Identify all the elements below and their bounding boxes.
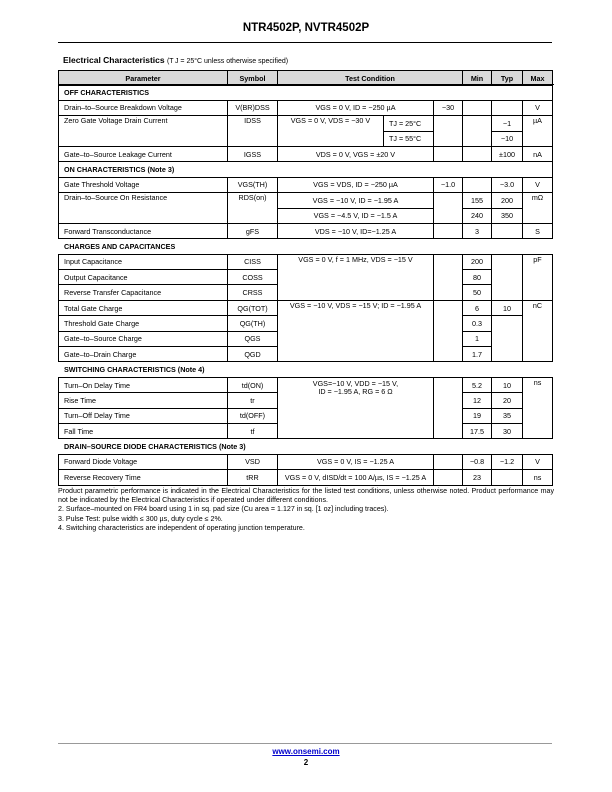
typ-cell: 50 [463,285,492,300]
typ-cell: −0.8 [463,454,492,469]
min-cell [434,454,463,469]
symbol-cell: tr [228,393,278,408]
typ-cell: 240 [463,208,492,223]
param-cell: Threshold Gate Charge [59,316,228,331]
condition-cell: VGS = −4.5 V, ID = −1.5 A [278,208,434,223]
min-cell [434,223,463,238]
table-row [59,146,553,161]
typ-cell [463,100,492,115]
typ-cell: 17.5 [463,423,492,438]
typ-cell: 5.2 [463,377,492,392]
param-cell: Reverse Transfer Capacitance [59,285,228,300]
max-cell [492,316,523,362]
category-label: CHARGES AND CAPACITANCES [59,239,553,254]
table-row [59,300,553,315]
symbol-cell: td(OFF) [228,408,278,423]
unit-cell: nC [523,300,553,362]
typ-cell: 80 [463,270,492,285]
footnote-intro: Product parametric performance is indicated in the Electrical Characteristics for the listed test conditions, unless otherwise noted. Product performance may not be indicated by the Electrical Characteristics if operated under different conditions. [58,487,554,505]
typ-cell: 6 [463,300,492,315]
min-cell [434,116,463,147]
min-cell: −1.0 [434,177,463,192]
symbol-cell: V(BR)DSS [228,100,278,115]
symbol-cell: QGD [228,347,278,362]
param-cell: Zero Gate Voltage Drain Current [59,116,228,147]
condition-cell: VGS = −10 V, ID = −1.95 A [278,193,434,208]
symbol-cell: COSS [228,270,278,285]
typ-cell [463,146,492,161]
symbol-cell: VSD [228,454,278,469]
condition-cell [278,377,434,439]
param-cell: Turn–On Delay Time [59,377,228,392]
min-cell: −30 [434,100,463,115]
column-header: Max [523,71,553,86]
unit-cell: nA [523,146,553,161]
symbol-cell: IGSS [228,146,278,161]
condition-cell: VGS = 0 V, VDS = −30 V [278,116,384,147]
category-label: SWITCHING CHARACTERISTICS (Note 4) [59,362,553,377]
max-cell: 10 [492,300,523,315]
min-cell [434,193,463,224]
max-cell: 20 [492,393,523,408]
symbol-cell: gFS [228,223,278,238]
max-cell: −3.0 [492,177,523,192]
param-cell: Input Capacitance [59,254,228,269]
unit-cell: ns [523,470,553,485]
condition-cell: TJ = 25°C [384,116,434,131]
characteristics-body [58,84,553,485]
max-cell [492,223,523,238]
page-title: NTR4502P, NVTR4502P [242,22,370,34]
symbol-cell: tf [228,423,278,438]
category-label: DRAIN–SOURCE DIODE CHARACTERISTICS (Note 3) [59,439,553,454]
category-row [59,162,553,177]
max-cell: −10 [492,131,523,146]
typ-cell: 200 [463,254,492,269]
param-cell: Gate–to–Drain Charge [59,347,228,362]
param-cell: Gate–to–Source Leakage Current [59,146,228,161]
typ-cell: 23 [463,470,492,485]
symbol-cell: VGS(TH) [228,177,278,192]
condition-cell: VGS = 0 V, ID = −250 µA [278,100,434,115]
condition-cell: VGS = 0 V, IS = −1.25 A [278,454,434,469]
symbol-cell: CISS [228,254,278,269]
table-row [59,177,553,192]
header-divider [58,42,552,43]
min-cell [434,377,463,439]
section-title [63,55,288,65]
page-number: 2 [303,758,309,767]
param-cell: Gate Threshold Voltage [59,177,228,192]
table-row [59,254,553,269]
condition-cell: VGS = VDS, ID = −250 µA [278,177,434,192]
typ-cell: 0.3 [463,316,492,331]
unit-cell: V [523,100,553,115]
min-cell [434,470,463,485]
condition-cell: VGS = 0 V, f = 1 MHz, VDS = −15 V [278,254,434,300]
max-cell [492,100,523,115]
typ-cell [463,177,492,192]
param-cell: Turn–Off Delay Time [59,408,228,423]
column-header: Min [463,71,492,86]
param-cell: Total Gate Charge [59,300,228,315]
footnote-4: 4. Switching characteristics are independent of operating junction temperature. [58,523,305,532]
param-cell: Forward Transconductance [59,223,228,238]
max-cell [492,470,523,485]
unit-cell: S [523,223,553,238]
unit-cell: pF [523,254,553,300]
symbol-cell: QG(TH) [228,316,278,331]
column-header: Test Condition [278,71,463,86]
category-row [59,85,553,100]
max-cell: 200 [492,193,523,208]
symbol-cell: td(ON) [228,377,278,392]
max-cell [492,254,523,300]
min-cell [434,254,463,300]
column-header: Symbol [228,71,278,86]
section-condition: (T J = 25°C unless otherwise specified) [166,58,289,65]
param-cell: Reverse Recovery Time [59,470,228,485]
unit-cell: ns [523,377,553,439]
max-cell: 350 [492,208,523,223]
typ-cell: 1.7 [463,347,492,362]
symbol-cell: tRR [228,470,278,485]
unit-cell: V [523,454,553,469]
condition-line: ID = −1.95 A, RG = 6 Ω [318,387,393,397]
category-row [59,439,553,454]
max-cell: −1 [492,116,523,131]
typ-cell: 1 [463,331,492,346]
table-row [59,454,553,469]
category-row [59,362,553,377]
condition-cell: VGS = −10 V, VDS = −15 V; ID = −1.95 A [278,300,434,362]
symbol-cell: QG(TOT) [228,300,278,315]
condition-cell: VGS = 0 V, dISD/dt = 100 A/µs, IS = −1.25 A [278,470,434,485]
min-cell [434,300,463,362]
website-link[interactable]: www.onsemi.com [272,747,340,756]
param-cell: Rise Time [59,393,228,408]
condition-cell: VDS = −10 V, ID=−1.25 A [278,223,434,238]
param-cell: Gate–to–Source Charge [59,331,228,346]
column-header: Parameter [59,71,228,86]
condition-cell: TJ = 55°C [384,131,434,146]
footer-divider [58,743,552,744]
param-cell: Drain–to–Source On Resistance [59,193,228,224]
symbol-cell: IDSS [228,116,278,147]
param-cell: Forward Diode Voltage [59,454,228,469]
max-cell: −1.2 [492,454,523,469]
unit-cell: µA [523,116,553,147]
param-cell: Drain–to–Source Breakdown Voltage [59,100,228,115]
unit-cell: V [523,177,553,192]
typ-cell [463,116,492,147]
param-cell: Output Capacitance [59,270,228,285]
unit-cell: mΩ [523,193,553,224]
max-cell: 30 [492,423,523,438]
typ-cell: 12 [463,393,492,408]
category-label: ON CHARACTERISTICS (Note 3) [59,162,553,177]
table-row [59,470,553,485]
condition-cell: VDS = 0 V, VGS = ±20 V [278,146,434,161]
column-header: Typ [492,71,523,86]
category-label: OFF CHARACTERISTICS [59,85,553,100]
footnote-2: 2. Surface–mounted on FR4 board using 1 in sq. pad size (Cu area = 1.127 in sq. [1 oz] including traces). [58,505,389,514]
footnote-3: 3. Pulse Test: pulse width ≤ 300 µs, duty cycle ≤ 2%. [58,514,223,523]
condition-line: VGS=−10 V, VDD = −15 V, [312,378,399,388]
param-cell: Fall Time [59,423,228,438]
max-cell: 35 [492,408,523,423]
table-row [59,223,553,238]
max-cell: ±100 [492,146,523,161]
table-row [59,193,553,208]
typ-cell: 19 [463,408,492,423]
typ-cell: 3 [463,223,492,238]
min-cell [434,146,463,161]
max-cell: 10 [492,377,523,392]
symbol-cell: CRSS [228,285,278,300]
footnotes [58,487,554,533]
table-row [59,116,553,131]
table-row [59,377,553,392]
typ-cell: 155 [463,193,492,208]
category-row [59,239,553,254]
table-row [59,100,553,115]
symbol-cell: RDS(on) [228,193,278,224]
section-heading: Electrical Characteristics [63,55,165,65]
symbol-cell: QGS [228,331,278,346]
